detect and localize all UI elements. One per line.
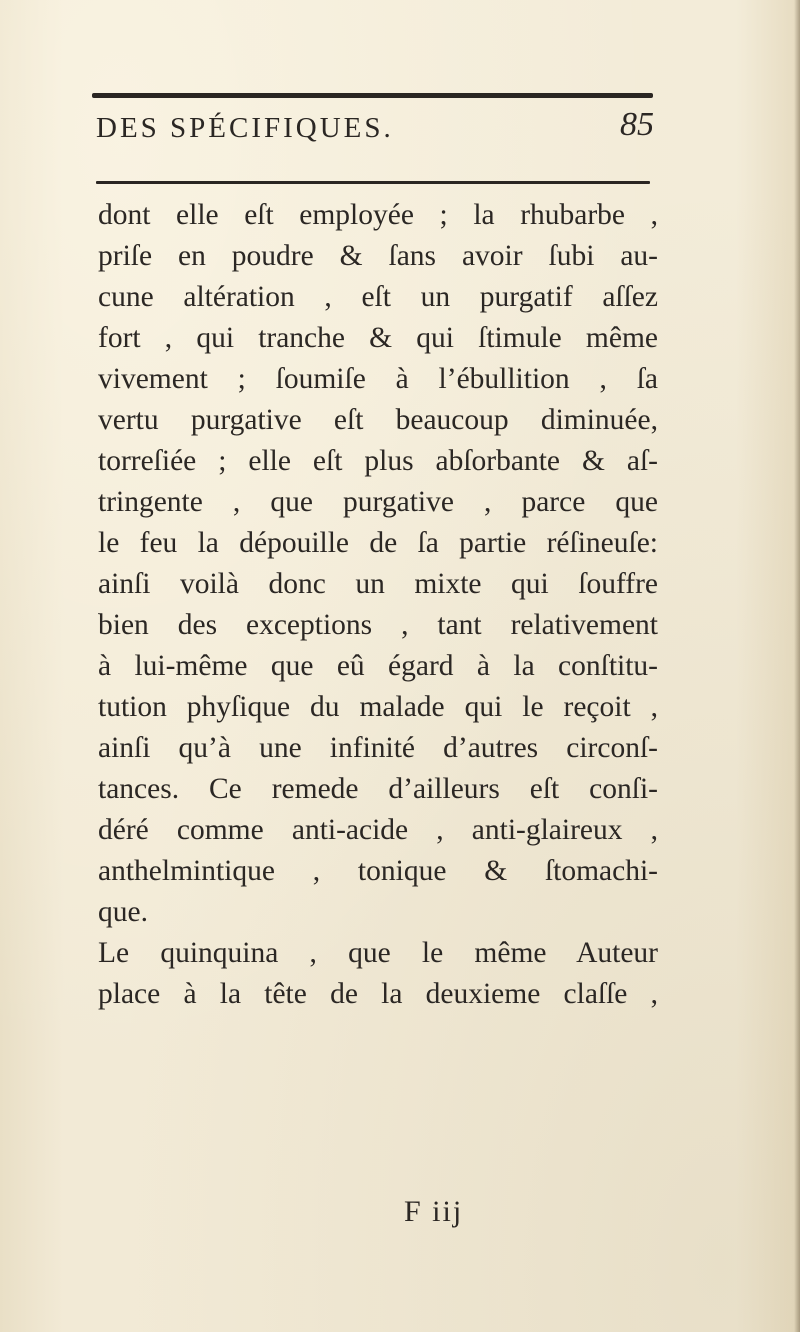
text-line: tution phyſique du malade qui le reçoit ,	[98, 691, 658, 723]
body-text	[98, 195, 658, 1015]
text-line: dont elle eſt employée ; la rhubarbe ,	[98, 199, 658, 231]
text-line: anthelmintique , tonique & ſtomachi-	[98, 855, 658, 887]
page-header	[96, 106, 656, 166]
text-line: bien des exceptions , tant relativement	[98, 609, 658, 641]
text-line: fort , qui tranche & qui ſtimule même	[98, 322, 658, 354]
text-line: déré comme anti-acide , anti-glaireux ,	[98, 814, 658, 846]
text-line: que.	[98, 896, 148, 928]
page-number: 85	[620, 106, 654, 143]
text-line: vivement ; ſoumiſe à l’ébullition , ſa	[98, 363, 658, 395]
text-line: priſe en poudre & ſans avoir ſubi au-	[98, 240, 658, 272]
text-line: tances. Ce remede d’ailleurs eſt conſi-	[98, 773, 658, 805]
text-line: place à la tête de la deuxieme claſſe ,	[98, 978, 658, 1010]
text-line: à lui-même que eû égard à la conſtitu-	[98, 650, 658, 682]
signature-mark: F iij	[404, 1195, 464, 1228]
text-line: le feu la dépouille de ſa partie réſineuſe:	[98, 527, 658, 559]
text-line: cune altération , eſt un purgatif aſſez	[98, 281, 658, 313]
header-rule-top	[92, 93, 653, 98]
text-line: ainſi voilà donc un mixte qui ſouffre	[98, 568, 658, 600]
text-line: ainſi qu’à une infinité d’autres circonſ-	[98, 732, 658, 764]
text-line: vertu purgative eſt beaucoup diminuée,	[98, 404, 658, 436]
text-line: torreſiée ; elle eſt plus abſorbante & aſ-	[98, 445, 658, 477]
running-head: DES SPÉCIFIQUES.	[96, 112, 394, 144]
header-rule-bottom	[96, 181, 650, 184]
text-line: Le quinquina , que le même Auteur	[98, 937, 658, 969]
text-line: tringente , que purgative , parce que	[98, 486, 658, 518]
page-edge-shadow	[794, 0, 800, 1332]
